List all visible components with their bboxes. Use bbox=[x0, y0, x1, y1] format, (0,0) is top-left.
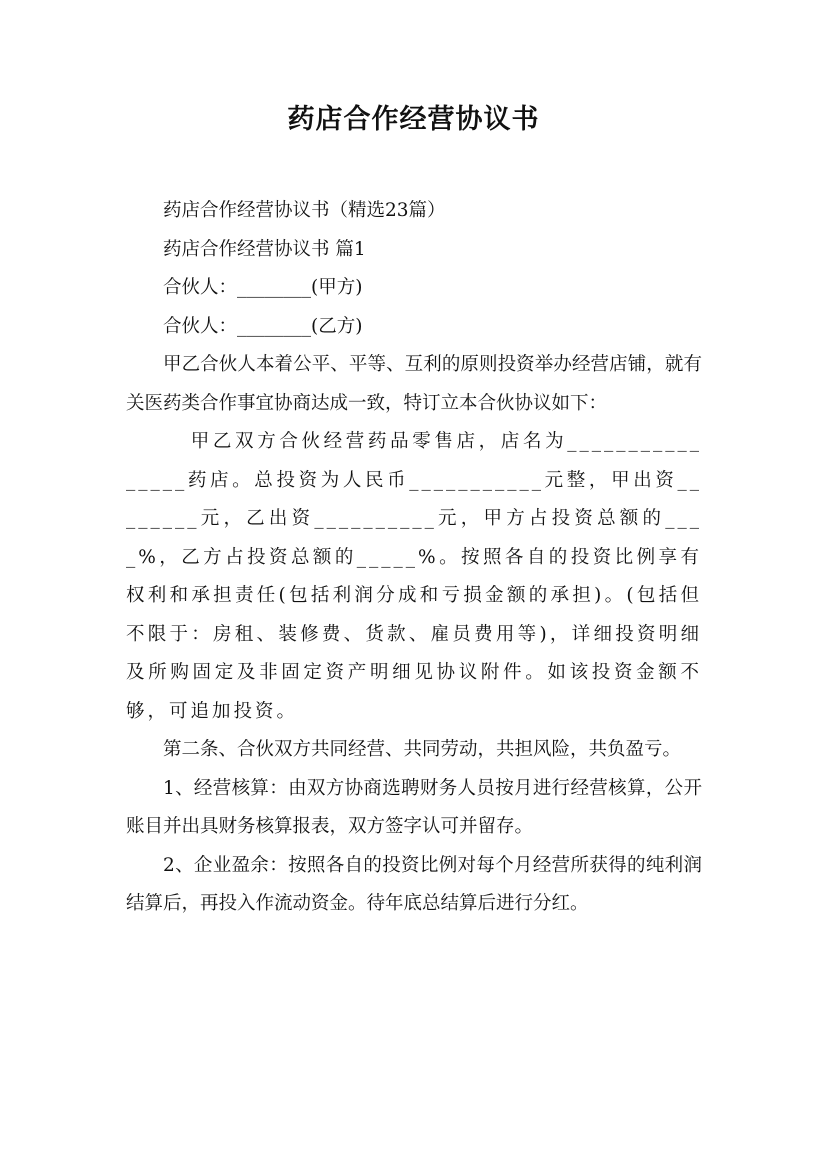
paragraph-investment: 甲乙双方合伙经营药品零售店，店名为________________药店。总投资为人民币___________元整，甲出资________元，乙出资__________元，甲方占投资总额的____%，乙方占投资总额的_____%。按照各自的投资比例享有权利和承担责任(包括利润分成和亏损金额的承担)。(包括但不限于：房租、装修费、货款、雇员费用等)，详细投资明细及所购固定及非固定资产明细见协议附件。如该投资金额不够，可追加投资。 bbox=[126, 431, 702, 722]
document-title: 药店合作经营协议书 bbox=[287, 104, 540, 135]
paragraph-preamble: 甲乙合伙人本着公平、平等、互利的原则投资举办经营店铺，就有关医药类合作事宜协商达成一致，特订立本合伙协议如下： bbox=[126, 354, 702, 414]
paragraph-article-two: 第二条、合伙双方共同经营、共同劳动，共担风险，共负盈亏。 bbox=[163, 739, 682, 760]
paragraph-surplus: 2、企业盈余：按照各自的投资比例对每个月经营所获得的纯利润结算后，再投入作流动资金。待年底总结算后进行分红。 bbox=[126, 854, 702, 914]
paragraph-subtitle: 药店合作经营协议书（精选23篇） bbox=[163, 200, 446, 221]
document-body bbox=[126, 192, 702, 924]
paragraph-partner-b: 合伙人：________(乙方) bbox=[163, 315, 363, 337]
paragraph-accounting: 1、经营核算：由双方协商选聘财务人员按月进行经营核算，公开账目并出具财务核算报表，双方签字认可并留存。 bbox=[126, 777, 702, 837]
paragraph-partner-a: 合伙人：________(甲方) bbox=[163, 277, 363, 298]
paragraph-section-heading: 药店合作经营协议书 篇1 bbox=[163, 238, 366, 260]
